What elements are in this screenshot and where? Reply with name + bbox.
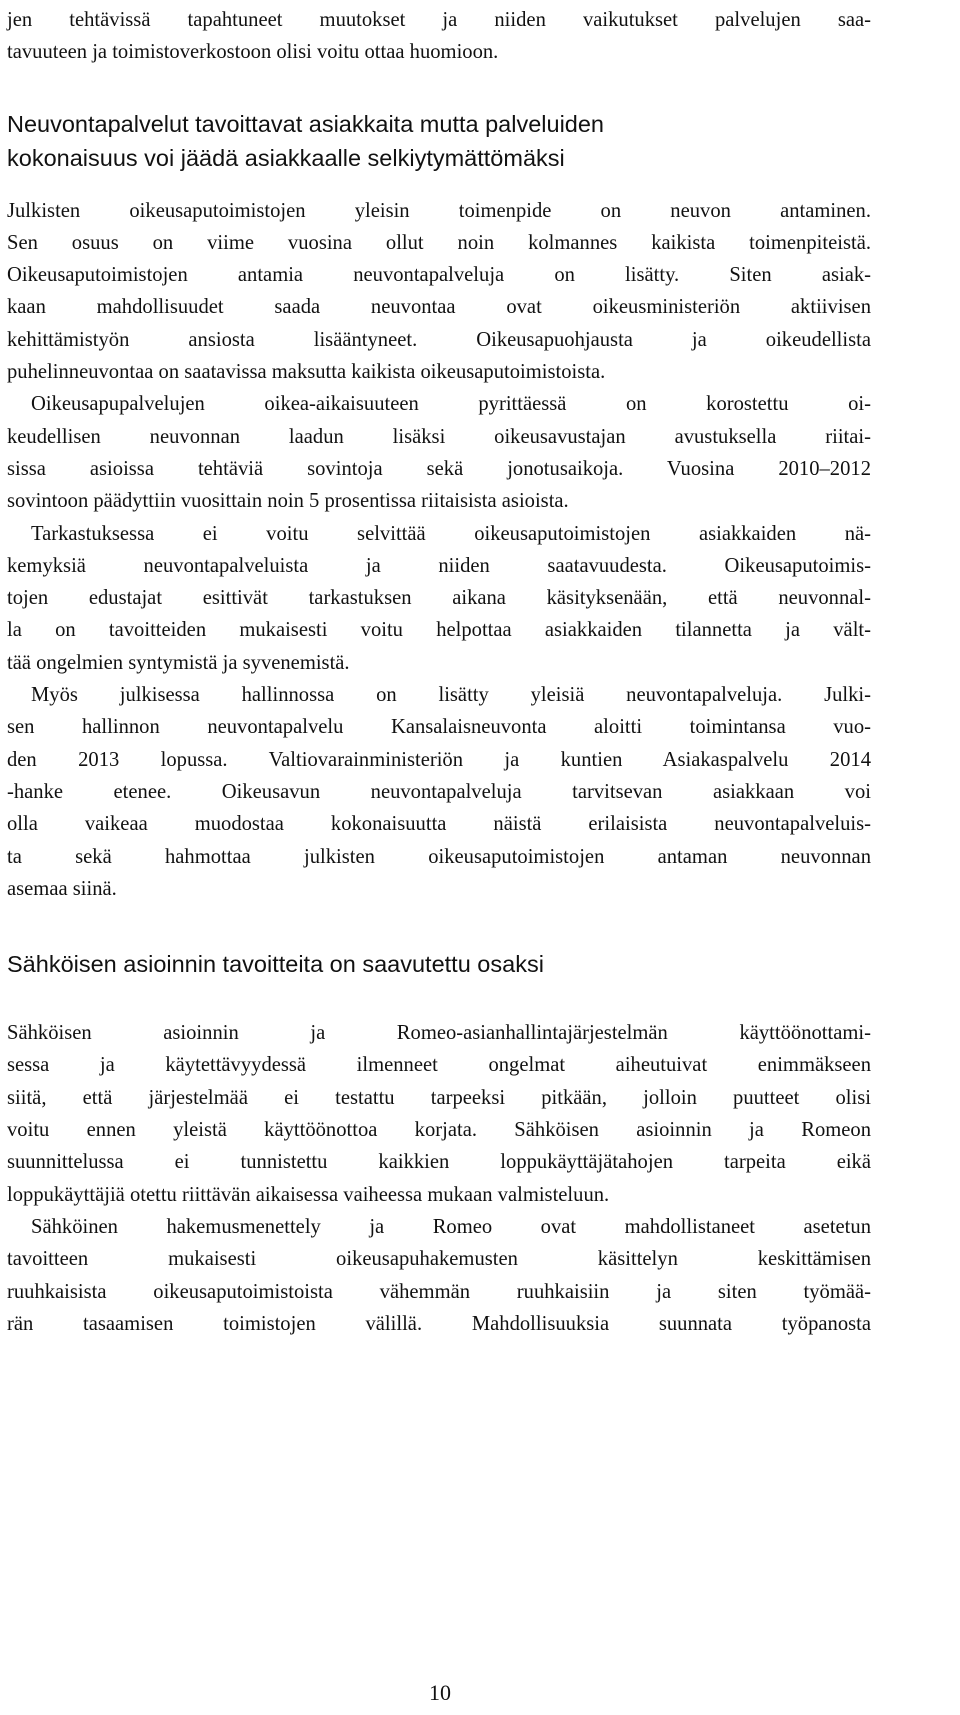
text-line: Oikeusaputoimistojen antamia neuvontapalveluja on lisätty. Siten asiak- bbox=[7, 264, 871, 287]
paragraph bbox=[7, 1211, 871, 1340]
heading-line: Neuvontapalvelut tavoittavat asiakkaita mutta palveluiden bbox=[7, 110, 605, 137]
paragraph bbox=[7, 195, 871, 389]
text-line: puhelinneuvontaa on saatavissa maksutta kaikista oikeusaputoimistoista. bbox=[7, 361, 606, 384]
heading-line: kokonaisuus voi jäädä asiakkaalle selkiytymättömäksi bbox=[7, 144, 565, 171]
text-line: rän tasaamisen toimistojen välillä. Mahdollisuuksia suunnata työpanosta bbox=[7, 1312, 871, 1335]
text-line: tavoitteen mukaisesti oikeusapuhakemusten käsittelyn keskittämisen bbox=[7, 1248, 871, 1271]
text-line: kehittämistyön ansiosta lisääntyneet. Oikeusapuohjausta ja oikeudellista bbox=[7, 328, 871, 351]
document-page bbox=[7, 4, 871, 1340]
text-line: sovintoon päädyttiin vuosittain noin 5 prosentissa riitaisista asioista. bbox=[7, 490, 569, 513]
text-line: olla vaikeaa muodostaa kokonaisuutta näistä erilaisista neuvontapalveluis- bbox=[7, 813, 871, 836]
top-paragraph bbox=[7, 4, 871, 69]
paragraph bbox=[7, 679, 871, 905]
text-line: ta sekä hahmottaa julkisten oikeusaputoimistojen antaman neuvonnan bbox=[7, 845, 871, 868]
paragraph bbox=[7, 1017, 871, 1211]
text-line: sissa asioissa tehtäviä sovintoja sekä jonotusaikoja. Vuosina 2010–2012 bbox=[7, 457, 871, 480]
text-line: kaan mahdollisuudet saada neuvontaa ovat oikeusministeriön aktiivisen bbox=[7, 296, 871, 319]
text-line: tojen edustajat esittivät tarkastuksen aikana käsityksenään, että neuvonnal- bbox=[7, 587, 871, 610]
text-line: keudellisen neuvonnan laadun lisäksi oikeusavustajan avustuksella riitai- bbox=[7, 425, 871, 448]
text-line: Myös julkisessa hallinnossa on lisätty yleisiä neuvontapalveluja. Julki- bbox=[31, 684, 871, 707]
section-heading-neuvontapalvelut bbox=[7, 107, 871, 175]
text-line: loppukäyttäjiä otettu riittävän aikaisessa vaiheessa mukaan valmisteluun. bbox=[7, 1183, 610, 1206]
text-line: -hanke etenee. Oikeusavun neuvontapalveluja tarvitsevan asiakkaan voi bbox=[7, 780, 871, 803]
text-line: Tarkastuksessa ei voitu selvittää oikeusaputoimistojen asiakkaiden nä- bbox=[31, 522, 871, 545]
text-line: la on tavoitteiden mukaisesti voitu helpottaa asiakkaiden tilannetta ja vält- bbox=[7, 619, 871, 642]
text-line: sessa ja käytettävyydessä ilmenneet ongelmat aiheutuivat enimmäkseen bbox=[7, 1054, 871, 1077]
text-line: den 2013 lopussa. Valtiovarainministeriön ja kuntien Asiakaspalvelu 2014 bbox=[7, 748, 871, 771]
text-line: sen hallinnon neuvontapalvelu Kansalaisneuvonta aloitti toimintansa vuo- bbox=[7, 716, 871, 739]
text-line: Sähköinen hakemusmenettely ja Romeo ovat mahdollistaneet asetetun bbox=[31, 1215, 871, 1238]
section-heading-sahkoinen-asiointi bbox=[7, 947, 871, 981]
text-line: Julkisten oikeusaputoimistojen yleisin toimenpide on neuvon antaminen. bbox=[7, 199, 871, 222]
paragraph bbox=[7, 518, 871, 679]
text-line: Sen osuus on viime vuosina ollut noin kolmannes kaikista toimenpiteistä. bbox=[7, 231, 871, 254]
text-line: siitä, että järjestelmää ei testattu tarpeeksi pitkään, jolloin puutteet olisi bbox=[7, 1086, 871, 1109]
text-line: Oikeusapupalvelujen oikea-aikaisuuteen pyrittäessä on korostettu oi- bbox=[31, 393, 871, 416]
text-line: kemyksiä neuvontapalveluista ja niiden saatavuudesta. Oikeusaputoimis- bbox=[7, 554, 871, 577]
page-number: 10 bbox=[429, 1680, 451, 1705]
text-line: suunnittelussa ei tunnistettu kaikkien loppukäyttäjätahojen tarpeita eikä bbox=[7, 1151, 871, 1174]
text-line: asemaa siinä. bbox=[7, 877, 117, 900]
text-line: Sähköisen asioinnin ja Romeo-asianhallintajärjestelmän käyttöönottami- bbox=[7, 1022, 871, 1045]
paragraph bbox=[7, 388, 871, 517]
text-line: jen tehtävissä tapahtuneet muutokset ja niiden vaikutukset palvelujen saa- bbox=[7, 9, 871, 31]
heading-line: Sähköisen asioinnin tavoitteita on saavutettu osaksi bbox=[7, 951, 544, 978]
text-line: tavuuteen ja toimistoverkostoon olisi voitu ottaa huomioon. bbox=[7, 41, 499, 64]
text-line: voitu ennen yleistä käyttöönottoa korjata. Sähköisen asioinnin ja Romeon bbox=[7, 1119, 871, 1142]
text-line: ruuhkaisista oikeusaputoimistoista vähemmän ruuhkaisiin ja siten työmää- bbox=[7, 1280, 871, 1303]
text-line: tää ongelmien syntymistä ja syvenemistä. bbox=[7, 651, 350, 674]
